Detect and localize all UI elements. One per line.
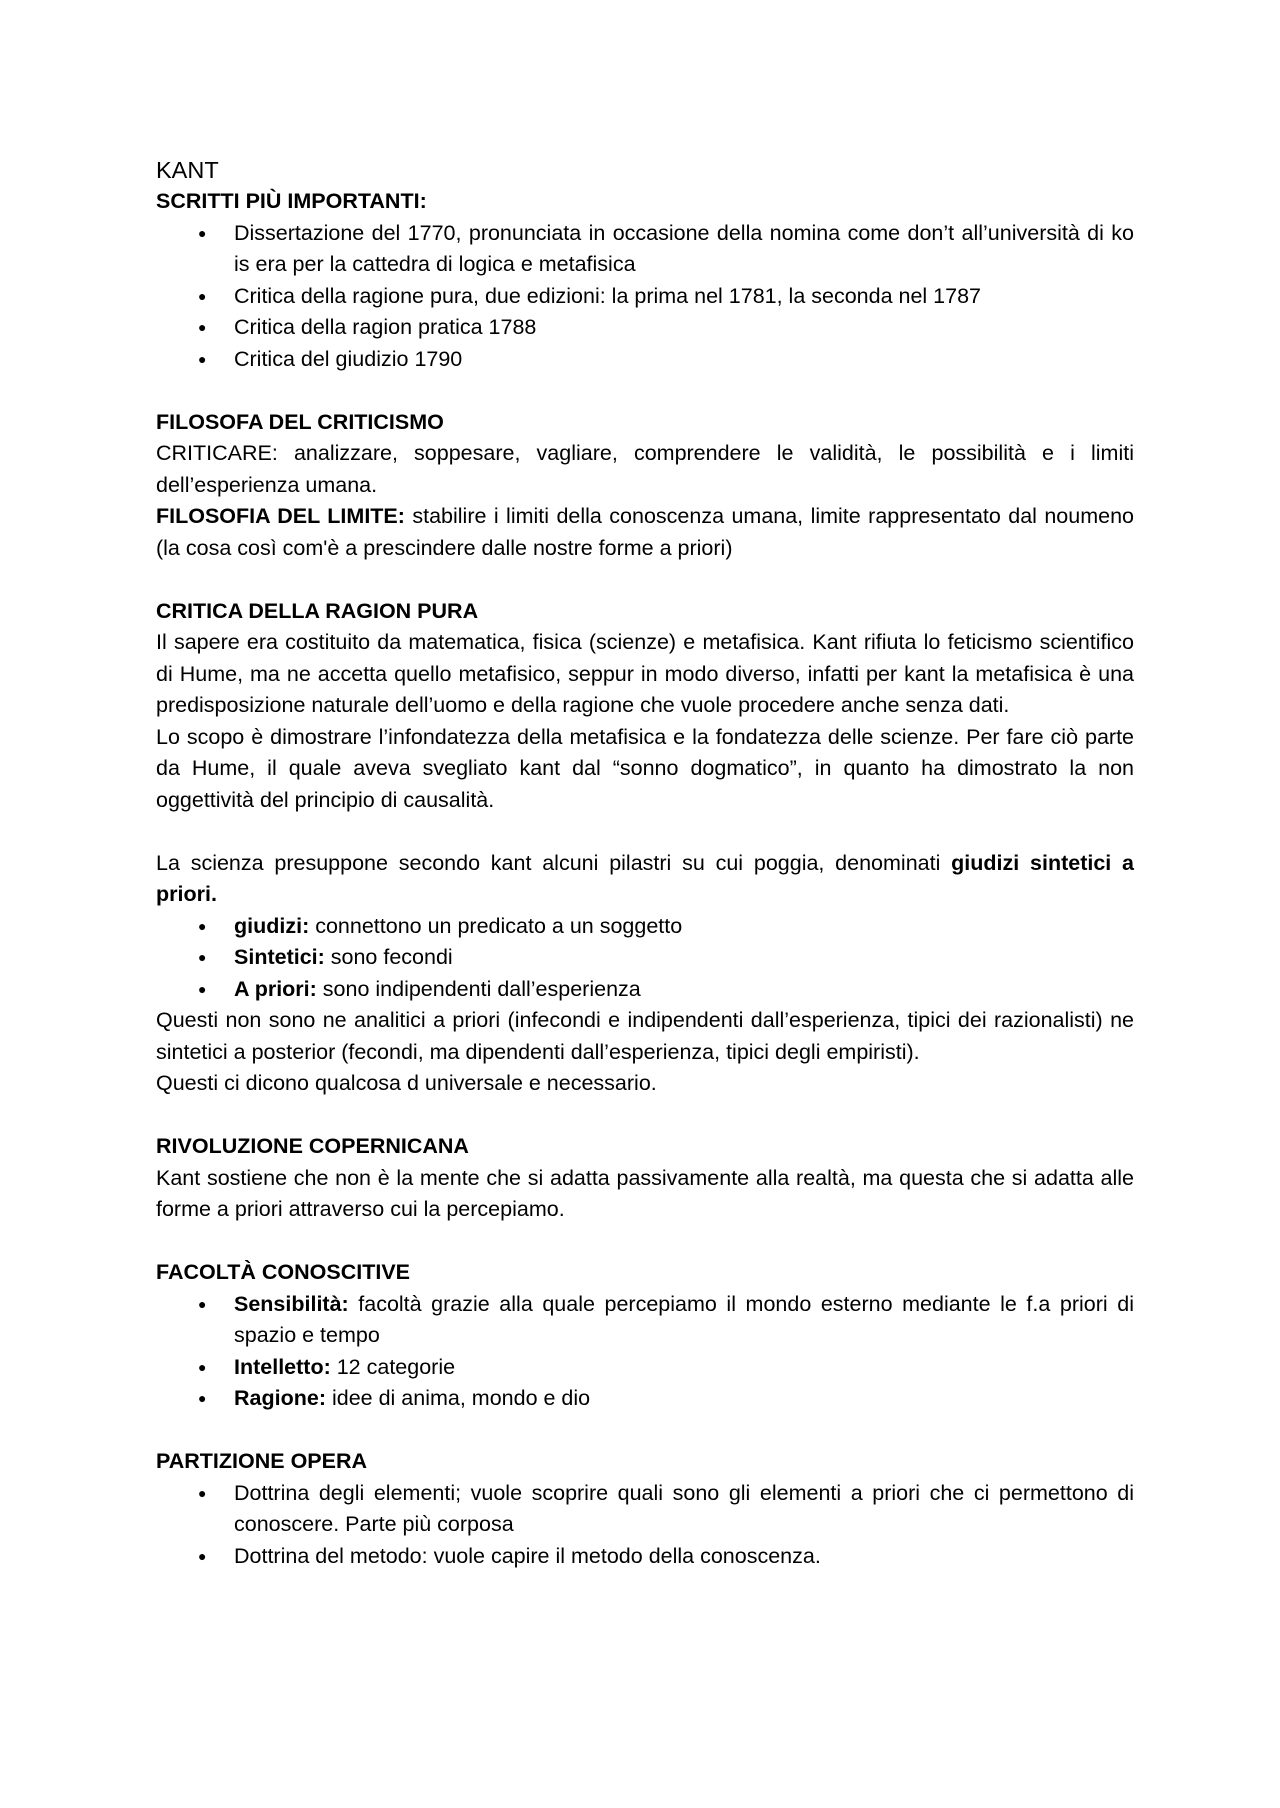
paragraph: FILOSOFIA DEL LIMITE: stabilire i limiti della conoscenza umana, limite rappresentato dal noumeno (la cosa così com'è a prescindere dalle nostre forme a priori) <box>156 504 1135 560</box>
bullet-icon: ● <box>198 1390 207 1406</box>
document-title: KANT <box>156 157 219 183</box>
list-item: ● Sensibilità: facoltà grazie alla quale percepiamo il mondo esterno mediante le f.a priori di spazio e tempo <box>156 1289 1134 1352</box>
list-item: ● A priori: sono indipendenti dall’esperienza <box>156 974 1134 1006</box>
paragraph: Questi non sono ne analitici a priori (infecondi e indipendenti dall’esperienza, tipici dei razionalisti) ne sintetici a posterior (fecondi, ma dipendenti dall’esperienza, tipici degli empiristi). <box>156 1008 1134 1064</box>
scritti-list <box>156 218 1134 376</box>
section-heading-partizione: PARTIZIONE OPERA <box>156 1449 368 1473</box>
list-item: ● Critica della ragione pura, due edizioni: la prima nel 1781, la seconda nel 1787 <box>156 281 1134 313</box>
section-heading-scritti: SCRITTI PIÙ IMPORTANTI: <box>156 189 427 213</box>
paragraph: La scienza presuppone secondo kant alcuni pilastri su cui poggia, denominati giudizi sintetici a priori. <box>156 850 1134 906</box>
list-item: ● Critica del giudizio 1790 <box>156 344 1134 376</box>
paragraph: Lo scopo è dimostrare l’infondatezza della metafisica e la fondatezza delle scienze. Per fare ciò parte da Hume, il quale aveva svegliato kant dal “sonno dogmatico”, in quanto ha dimostrato la non oggettività del principio di causalità. <box>156 724 1134 812</box>
bold-term: FILOSOFIA DEL LIMITE: <box>156 504 405 528</box>
list-item: ● Dissertazione del 1770, pronunciata in occasione della nomina come don’t all’università di ko is era per la cattedra di logica e metafisica <box>156 218 1134 281</box>
section-heading-facolta: FACOLTÀ CONOSCITIVE <box>156 1260 411 1284</box>
list-item: ● Ragione: idee di anima, mondo e dio <box>156 1383 1134 1415</box>
bullet-icon: ● <box>198 1295 207 1312</box>
facolta-list <box>156 1289 1134 1415</box>
list-item: ● Dottrina degli elementi; vuole scoprire quali sono gli elementi a priori che ci permettono di conoscere. Parte più corposa <box>156 1478 1134 1541</box>
bullet-icon: ● <box>198 224 207 241</box>
bullet-icon: ● <box>198 287 207 304</box>
list-item: ● giudizi: connettono un predicato a un soggetto <box>156 911 1134 943</box>
document-page <box>156 155 1134 1572</box>
bullet-icon: ● <box>198 350 207 367</box>
paragraph: CRITICARE: analizzare, soppesare, vagliare, comprendere le validità, le possibilità e i limiti dell’esperienza umana. <box>156 441 1134 497</box>
bullet-icon: ● <box>198 917 207 934</box>
giudizi-list <box>156 911 1134 1006</box>
paragraph: Il sapere era costituito da matematica, fisica (scienze) e metafisica. Kant rifiuta lo feticismo scientifico di Hume, ma ne accetta quello metafisico, seppur in modo diverso, infatti per kant la metafisica è una predisposizione naturale dell’uomo e della ragione che vuole procedere anche senza dati. <box>156 630 1134 717</box>
bullet-icon: ● <box>198 1358 207 1375</box>
bullet-icon: ● <box>198 980 207 997</box>
list-item: ● Critica della ragion pratica 1788 <box>156 312 1134 344</box>
paragraph: Questi ci dicono qualcosa d universale e necessario. <box>156 1071 657 1095</box>
partizione-list <box>156 1478 1134 1573</box>
paragraph: Kant sostiene che non è la mente che si adatta passivamente alla realtà, ma questa che si adatta alle forme a priori attraverso cui la percepiamo. <box>156 1165 1134 1221</box>
bullet-icon: ● <box>198 1484 207 1501</box>
list-item: ● Sintetici: sono fecondi <box>156 942 1134 974</box>
bullet-icon: ● <box>198 949 207 965</box>
section-heading-criticismo: FILOSOFA DEL CRITICISMO <box>156 409 444 434</box>
section-heading-ragion-pura: CRITICA DELLA RAGION PURA <box>156 598 479 623</box>
bullet-icon: ● <box>198 1547 207 1564</box>
bold-term: giudizi sintetici a priori. <box>156 850 1134 906</box>
section-heading-rivoluzione: RIVOLUZIONE COPERNICANA <box>156 1134 469 1158</box>
list-item: ● Intelletto: 12 categorie <box>156 1352 1134 1384</box>
bullet-icon: ● <box>198 319 207 335</box>
list-item: ● Dottrina del metodo: vuole capire il metodo della conoscenza. <box>156 1541 1134 1573</box>
